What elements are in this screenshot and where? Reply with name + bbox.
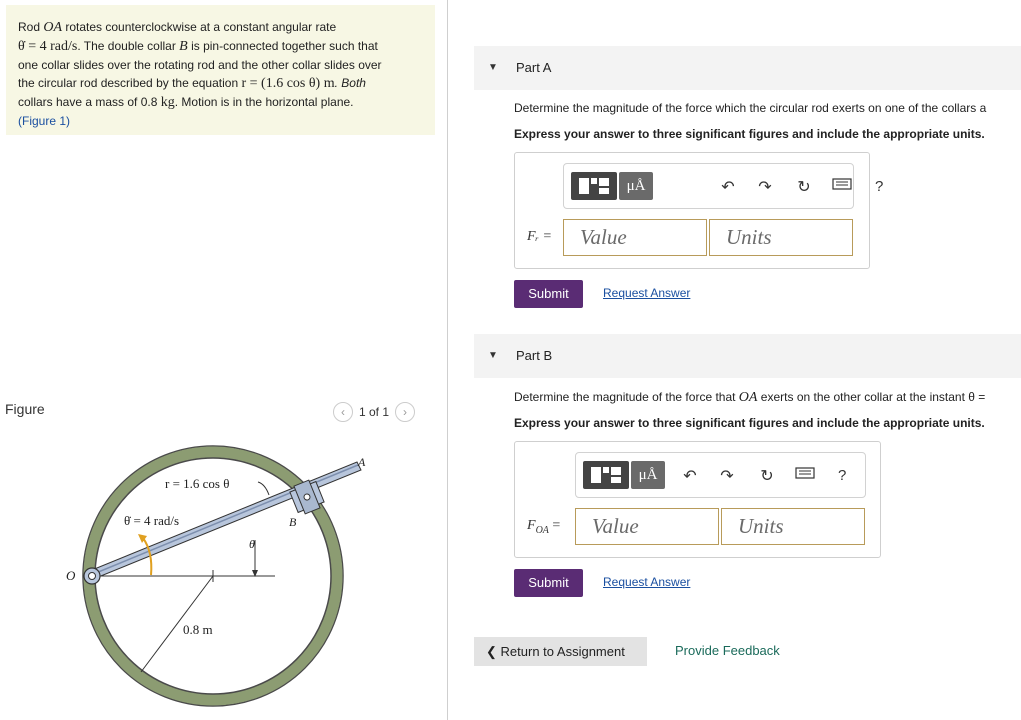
figure-heading: Figure — [5, 401, 45, 417]
units-button[interactable]: μÅ — [631, 461, 665, 489]
template-icon[interactable] — [571, 172, 617, 200]
part-a-title: Part A — [516, 60, 552, 75]
part-b-title: Part B — [516, 348, 553, 363]
keyboard-icon[interactable] — [831, 177, 853, 196]
problem-text: collars have a mass of 0.8 — [18, 95, 161, 109]
collar-variable: B — [179, 39, 188, 54]
label-theta: θ — [249, 537, 255, 551]
part-b-answer-box — [514, 441, 881, 558]
label-r-equation: r = 1.6 cos θ — [165, 476, 230, 491]
units-button[interactable]: μÅ — [619, 172, 653, 200]
r-leader-line — [258, 482, 269, 495]
pivot-o-pin — [89, 573, 96, 580]
question-text: exerts on the other collar at the instant θ = — [757, 390, 986, 404]
collapse-icon[interactable]: ▼ — [488, 350, 498, 361]
problem-text: . Both — [334, 76, 366, 90]
help-icon[interactable]: ? — [838, 467, 847, 484]
part-a-submit-button[interactable]: Submit — [514, 280, 583, 308]
problem-text: . Motion is in the horizontal plane. — [174, 95, 354, 109]
label-radius: 0.8 m — [183, 622, 213, 637]
label-equals: = — [548, 518, 561, 533]
keyboard-icon[interactable] — [794, 466, 816, 485]
provide-feedback-link[interactable]: Provide Feedback — [675, 643, 780, 658]
part-a-answer-box — [514, 152, 884, 269]
next-figure-button[interactable]: › — [395, 402, 415, 422]
angular-rate-math: θ̇ = 4 rad/s — [18, 39, 78, 54]
label-angular-rate: θ̇ = 4 rad/s — [124, 513, 180, 528]
problem-text: rotates counterclockwise at a constant angular rate — [62, 20, 337, 34]
mass-unit: kg — [160, 95, 175, 110]
problem-text: one collar slides over the rotating rod and the other collar slides over — [18, 58, 382, 72]
part-b-toolbar — [575, 452, 866, 498]
redo-icon[interactable]: ↷ — [758, 179, 772, 196]
pane-divider — [447, 0, 448, 720]
template-icon[interactable] — [583, 461, 629, 489]
question-text: Determine the magnitude of the force that — [514, 390, 739, 404]
part-b-value-input[interactable]: Value — [575, 508, 719, 545]
rod-variable: OA — [738, 390, 758, 405]
reset-icon[interactable]: ↻ — [760, 468, 774, 485]
part-a-question: Determine the magnitude of the force which the circular rod exerts on one of the collars a — [514, 101, 987, 115]
return-label: Return to Assignment — [500, 644, 625, 659]
label-o: O — [66, 568, 76, 583]
prev-figure-button[interactable]: ‹ — [333, 402, 353, 422]
part-b-instruction: Express your answer to three significant figures and include the appropriate units. — [514, 416, 985, 430]
curve-equation-math: r = (1.6 cos θ) m — [241, 76, 335, 91]
chevron-left-icon: ❮ — [486, 644, 497, 659]
part-a-toolbar — [563, 163, 884, 209]
help-icon[interactable]: ? — [875, 178, 884, 195]
part-a-units-input[interactable]: Units — [709, 219, 853, 256]
problem-text: . The double collar — [77, 39, 180, 53]
mechanism-figure — [55, 440, 375, 710]
part-b-request-answer-link[interactable]: Request Answer — [603, 575, 691, 589]
redo-icon[interactable]: ↷ — [720, 468, 734, 485]
part-b-submit-button[interactable]: Submit — [514, 569, 583, 597]
collapse-icon[interactable]: ▼ — [488, 62, 498, 73]
part-a-value-input[interactable]: Value — [563, 219, 707, 256]
figure-pager — [333, 402, 415, 422]
label-text: F — [527, 518, 536, 533]
problem-text: the circular rod described by the equation — [18, 76, 242, 90]
pager-text: 1 of 1 — [359, 405, 390, 419]
part-a-input-label: Fᵣ = — [527, 229, 552, 244]
part-b-units-input[interactable]: Units — [721, 508, 865, 545]
label-b: B — [289, 515, 297, 529]
part-b-header[interactable] — [474, 334, 1021, 378]
label-subscript: OA — [535, 524, 549, 536]
undo-icon[interactable]: ↶ — [721, 179, 735, 196]
part-b-question — [514, 390, 985, 406]
part-a-request-answer-link[interactable]: Request Answer — [603, 286, 691, 300]
problem-text: Rod — [18, 20, 44, 34]
rod-variable: OA — [43, 20, 63, 35]
part-a-instruction: Express your answer to three significant figures and include the appropriate units. — [514, 127, 985, 141]
undo-icon[interactable]: ↶ — [683, 468, 697, 485]
reset-icon[interactable]: ↻ — [797, 179, 811, 196]
return-to-assignment-button[interactable] — [474, 637, 647, 666]
part-b-input-label — [527, 518, 560, 536]
figure-link[interactable]: (Figure 1) — [18, 114, 71, 128]
part-a-header[interactable] — [474, 46, 1021, 90]
label-a: A — [358, 455, 366, 469]
problem-statement — [6, 5, 435, 135]
problem-text: is pin-connected together such that — [187, 39, 378, 53]
